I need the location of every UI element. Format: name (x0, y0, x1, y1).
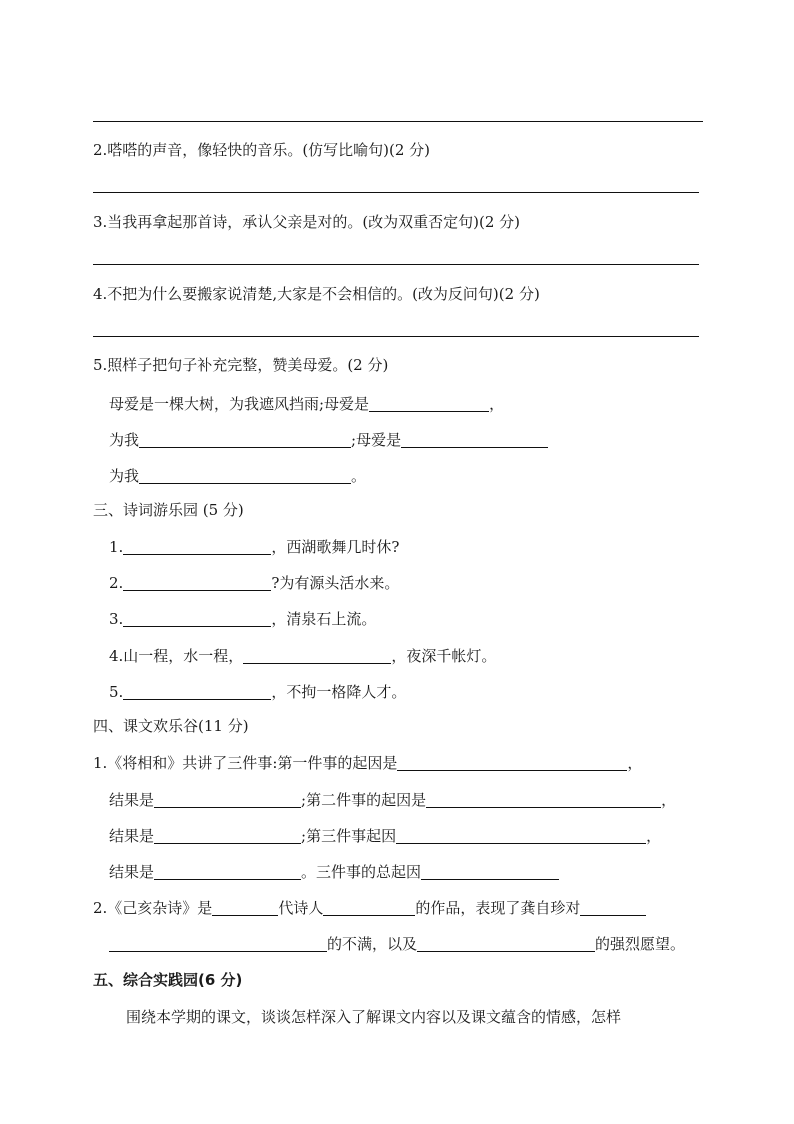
fill-blank[interactable] (417, 935, 595, 952)
text: 1.《将相和》共讲了三件事:第一件事的起因是 (93, 754, 398, 772)
fill-blank[interactable] (139, 467, 351, 484)
text: 结果是 (109, 863, 155, 881)
answer-line[interactable] (93, 264, 699, 265)
fill-blank[interactable] (212, 899, 278, 916)
fill-blank[interactable] (397, 754, 627, 771)
question-4-2-line-1 (93, 898, 646, 918)
text: 的作品，表现了龚自珍对 (415, 899, 581, 917)
fill-blank[interactable] (401, 431, 548, 448)
section-5-intro: 围绕本学期的课文，谈谈怎样深入了解课文内容以及课文蕴含的情感，怎样 (126, 1008, 622, 1026)
fill-blank[interactable] (243, 647, 391, 664)
answer-line[interactable] (93, 192, 699, 193)
poem-item-2 (109, 573, 399, 593)
question-4-1-line-1 (93, 753, 642, 773)
text: 2.《己亥杂诗》是 (93, 899, 213, 917)
question-5-line-2 (109, 430, 548, 450)
text: ;第三件事起因 (301, 827, 397, 845)
text: ， (646, 827, 662, 845)
section-4-title: 四、课文欢乐谷(11 分) (93, 717, 249, 735)
poem-item-4 (109, 646, 496, 666)
text: 为我 (109, 467, 140, 485)
fill-blank[interactable] (369, 395, 489, 412)
text: 。三件事的总起因 (301, 863, 422, 881)
text: ?为有源头活水来。 (271, 574, 400, 592)
text: ，不拘一格降人才。 (271, 683, 407, 701)
question-4-1-line-4 (109, 862, 559, 882)
text: ， (627, 754, 643, 772)
item-number: 2. (109, 574, 124, 592)
text: ，西湖歌舞几时休? (271, 538, 400, 556)
poem-item-1 (109, 537, 399, 557)
text: ， (661, 791, 677, 809)
item-number: 3. (109, 610, 124, 628)
poem-item-5 (109, 682, 406, 702)
fill-blank[interactable] (323, 899, 415, 916)
answer-line[interactable] (93, 336, 699, 337)
poem-item-3 (109, 609, 376, 629)
question-4-1-line-3 (109, 826, 661, 846)
fill-blank[interactable] (154, 863, 301, 880)
text: 代诗人 (278, 899, 324, 917)
text: 4.山一程，水一程， (109, 647, 244, 665)
text: ;母爱是 (351, 431, 402, 449)
section-3-title: 三、诗词游乐园 (5 分) (93, 501, 244, 519)
text: 的强烈愿望。 (595, 935, 686, 953)
fill-blank[interactable] (139, 431, 351, 448)
section-5-title: 五、综合实践园(6 分) (93, 971, 243, 989)
question-4-2-line-2 (109, 934, 685, 954)
question-5: 5.照样子把句子补充完整，赞美母爱。(2 分) (93, 356, 389, 374)
text: 母爱是一棵大树，为我遮风挡雨;母爱是 (109, 395, 370, 413)
text: 结果是 (109, 827, 155, 845)
text: 的不满，以及 (327, 935, 418, 953)
item-number: 1. (109, 538, 124, 556)
question-4: 4.不把为什么要搬家说清楚,大家是不会相信的。(改为反问句)(2 分) (93, 285, 540, 303)
fill-blank[interactable] (123, 574, 271, 591)
fill-blank[interactable] (123, 538, 271, 555)
question-4-1-line-2 (109, 790, 676, 810)
question-3: 3.当我再拿起那首诗，承认父亲是对的。(改为双重否定句)(2 分) (93, 213, 521, 231)
question-5-line-3 (109, 466, 366, 486)
text: 为我 (109, 431, 140, 449)
fill-blank[interactable] (154, 791, 301, 808)
fill-blank[interactable] (421, 863, 559, 880)
text: 结果是 (109, 791, 155, 809)
fill-blank[interactable] (396, 827, 646, 844)
fill-blank[interactable] (109, 935, 327, 952)
text: ，夜深千帐灯。 (391, 647, 497, 665)
fill-blank[interactable] (123, 610, 271, 627)
text: ，清泉石上流。 (271, 610, 377, 628)
item-number: 5. (109, 683, 124, 701)
question-2: 2.嗒嗒的声音，像轻快的音乐。(仿写比喻句)(2 分) (93, 141, 431, 159)
question-5-line-1 (109, 394, 504, 414)
answer-line[interactable] (93, 121, 703, 122)
text: ， (489, 395, 505, 413)
fill-blank[interactable] (580, 899, 646, 916)
fill-blank[interactable] (154, 827, 301, 844)
fill-blank[interactable] (123, 683, 271, 700)
text: 。 (351, 467, 367, 485)
text: ;第二件事的起因是 (301, 791, 427, 809)
fill-blank[interactable] (426, 791, 661, 808)
